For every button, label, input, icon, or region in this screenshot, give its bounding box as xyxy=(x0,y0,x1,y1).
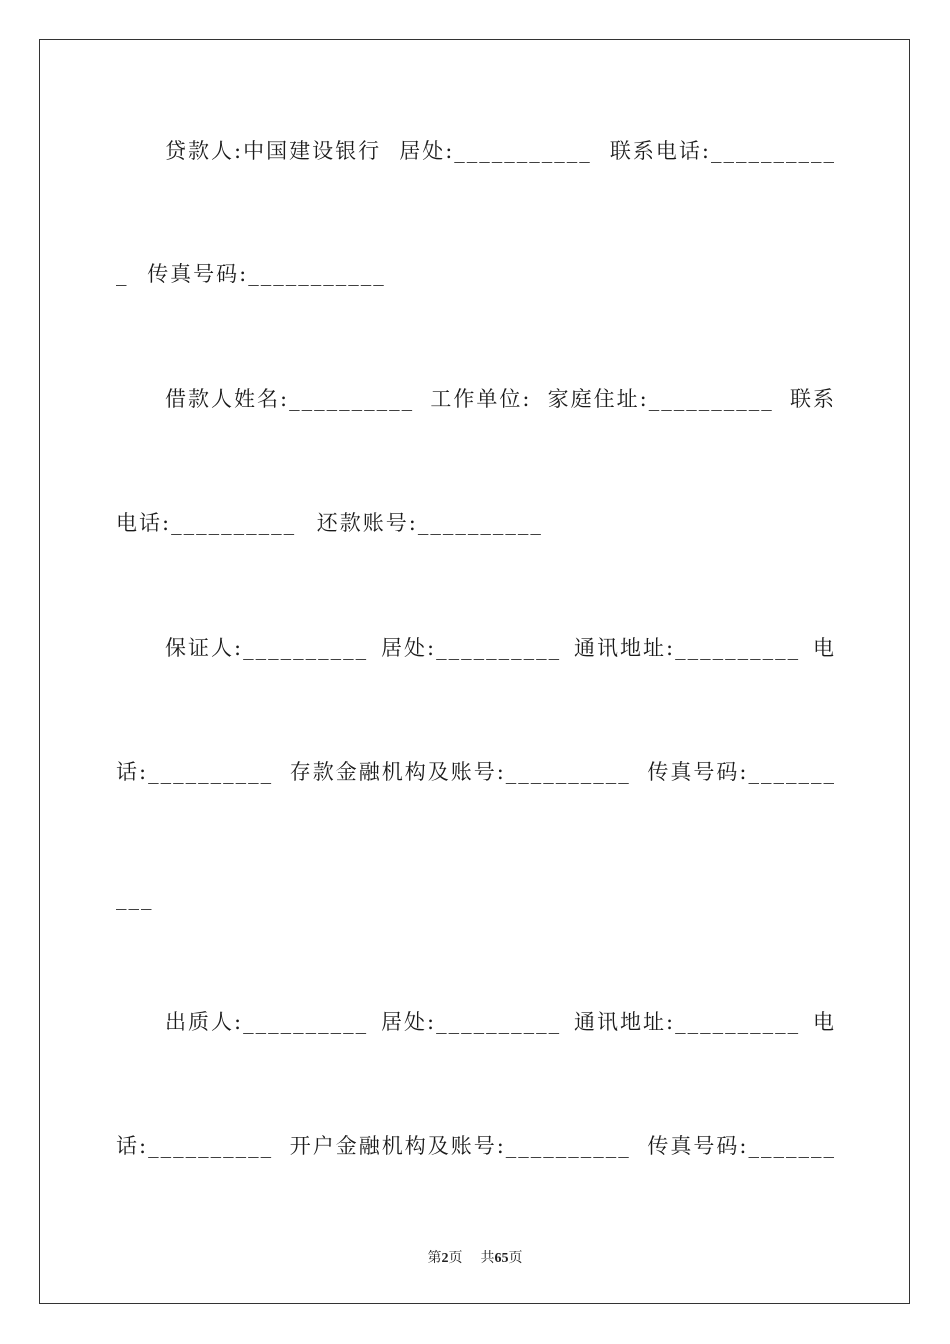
page-number: 2 xyxy=(441,1251,449,1266)
lender-name-field: 贷款人:中国建设银行 xyxy=(165,139,382,163)
guarantor-phone-label: 电 xyxy=(813,636,836,660)
total-prefix: 共 xyxy=(480,1251,495,1266)
pledgor-bank-account-field: 开户金融机构及账号:__________ xyxy=(289,1134,631,1158)
guarantor-line-2 xyxy=(116,757,836,787)
lender-address-field: 居处:___________ xyxy=(399,139,592,163)
lender-line-2 xyxy=(116,259,836,289)
total-pages: 65 xyxy=(494,1251,509,1266)
guarantor-fax-field: 传真号码:_______ xyxy=(647,760,836,784)
borrower-contact-label: 联系 xyxy=(789,387,836,411)
lender-phone-field: 联系电话:__________ xyxy=(609,139,836,163)
guarantor-fax-continuation: ___ xyxy=(116,886,154,910)
guarantor-name-field: 保证人:__________ xyxy=(165,636,369,660)
borrower-line-2 xyxy=(116,508,836,538)
guarantor-mailing-address-field: 通讯地址:__________ xyxy=(574,636,801,660)
lender-line-1 xyxy=(116,136,836,166)
pledgor-line-1 xyxy=(116,1007,836,1037)
borrower-line-1 xyxy=(116,384,836,414)
page-border xyxy=(39,39,910,1304)
borrower-employer-field: 工作单位: xyxy=(430,387,532,411)
pledgor-phone-label: 电 xyxy=(813,1010,836,1034)
pledgor-line-2 xyxy=(116,1131,836,1161)
guarantor-bank-account-field: 存款金融机构及账号:__________ xyxy=(289,760,631,784)
pledgor-address-field: 居处:__________ xyxy=(381,1010,562,1034)
lender-fax-field: 传真号码:___________ xyxy=(147,262,386,286)
page-footer xyxy=(0,1247,950,1267)
guarantor-line-1 xyxy=(116,633,836,663)
borrower-home-address-field: 家庭住址:__________ xyxy=(547,387,774,411)
guarantor-line-3 xyxy=(116,883,836,913)
page-prefix: 第 xyxy=(427,1251,442,1266)
borrower-name-field: 借款人姓名:__________ xyxy=(165,387,415,411)
total-suffix: 页 xyxy=(508,1251,523,1266)
pledgor-name-field: 出质人:__________ xyxy=(165,1010,369,1034)
pledgor-phone-field: 话:__________ xyxy=(116,1134,274,1158)
guarantor-address-field: 居处:__________ xyxy=(381,636,562,660)
pledgor-fax-field: 传真号码:_______ xyxy=(647,1134,836,1158)
borrower-repayment-account-field: 还款账号:__________ xyxy=(316,511,543,535)
borrower-phone-field: 电话:__________ xyxy=(116,511,297,535)
pledgor-mailing-address-field: 通讯地址:__________ xyxy=(574,1010,801,1034)
guarantor-phone-field: 话:__________ xyxy=(116,760,274,784)
lender-phone-continuation: _ xyxy=(116,262,129,286)
page-suffix: 页 xyxy=(448,1251,463,1266)
